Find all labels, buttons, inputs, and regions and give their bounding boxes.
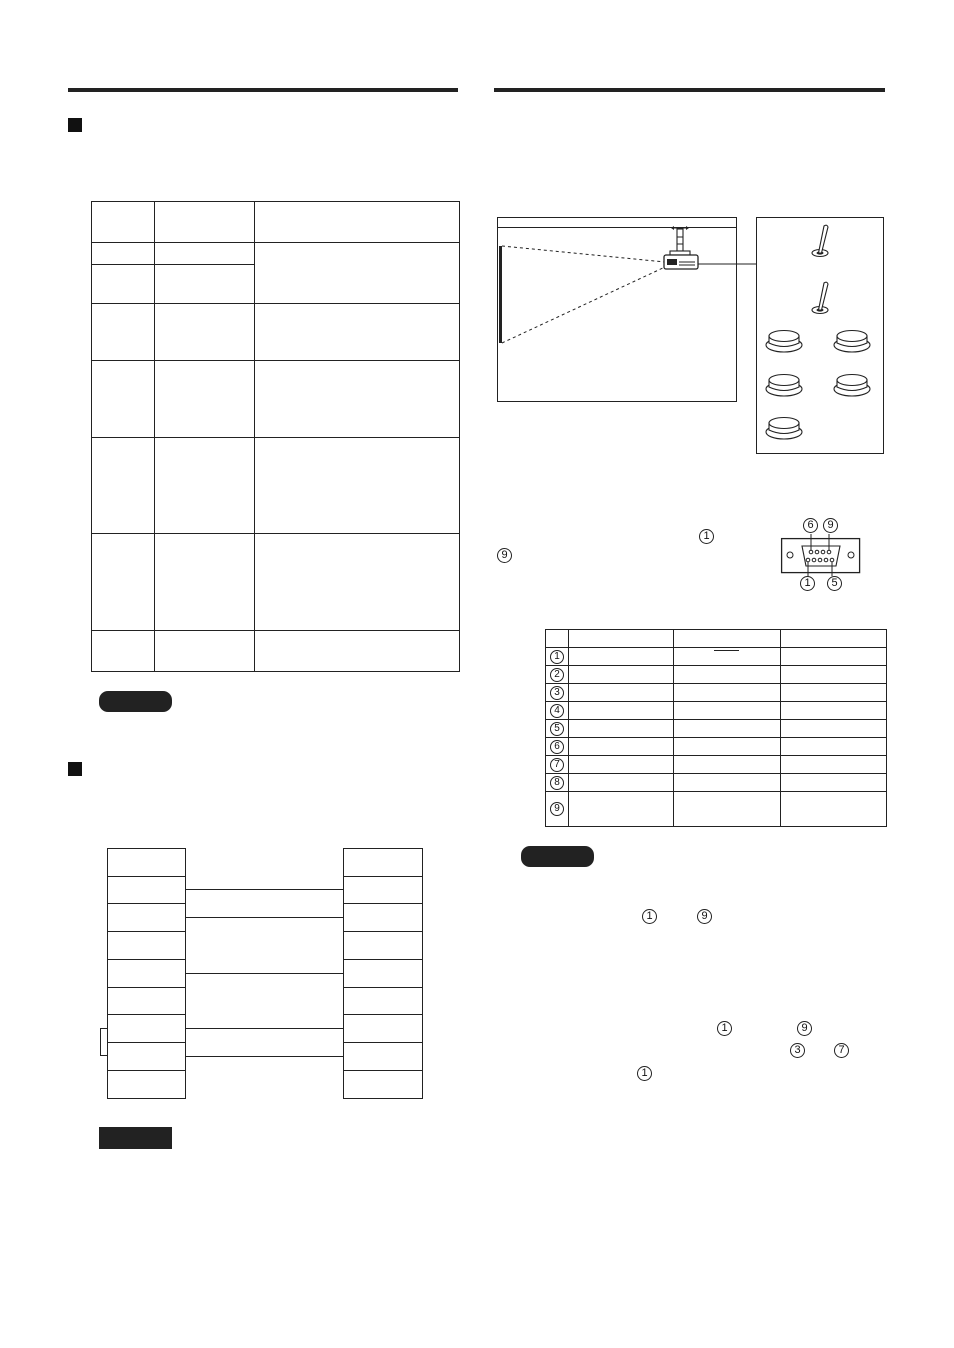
table-cell [781,738,887,756]
table-cell [781,792,887,827]
table-cell [781,684,887,702]
table-cell [546,648,569,666]
pin-number-circle: 7 [834,1043,849,1058]
table-cell [569,738,674,756]
push-button-icon [764,372,806,398]
pin-number-circle: 9 [497,548,512,563]
table-cell [569,666,674,684]
pin-number-circle: 4 [550,704,564,718]
table-cell [546,738,569,756]
table-row [546,684,887,702]
table-cell [781,756,887,774]
table-cell [674,738,781,756]
table-cell [674,774,781,792]
table-cell [546,792,569,827]
pin-number-circle: 1 [699,529,714,544]
lever-switch-icon [808,281,838,317]
pin-number-circle: 1 [550,650,564,664]
table-cell [569,756,674,774]
pin-number-circle: 3 [550,686,564,700]
table-cell [781,648,887,666]
pin-number-circle: 1 [642,909,657,924]
pin-number-circle: 5 [550,722,564,736]
pin-number-circle: 7 [550,758,564,772]
pin-number-circle: 6 [550,740,564,754]
table-cell [674,792,781,827]
table-cell [546,684,569,702]
table-row [546,666,887,684]
table-cell [781,666,887,684]
table-cell [781,720,887,738]
table-cell [781,702,887,720]
table-cell [674,684,781,702]
table-cell [674,630,781,648]
table-cell [674,756,781,774]
table-cell [569,648,674,666]
table-cell [674,666,781,684]
pin-number-circle: 1 [637,1066,652,1081]
table-row [546,702,887,720]
table-cell [546,774,569,792]
table-cell [546,702,569,720]
table-row [546,774,887,792]
table-cell [546,666,569,684]
pin-number-circle: 9 [823,518,838,533]
table-row [546,648,887,666]
pin-number-circle: 8 [550,776,564,790]
push-button-icon [764,328,806,354]
pin-assignment-table [545,629,887,827]
lever-switch-icon [808,224,838,260]
table-cell [781,774,887,792]
table-cell [569,702,674,720]
pin-number-circle: 2 [550,668,564,682]
pin-number-circle: 1 [800,576,815,591]
pin-number-circle: 9 [550,802,564,816]
pin-number-circle: 9 [797,1021,812,1036]
table-cell [674,720,781,738]
overline-mark [714,650,739,651]
table-row [546,738,887,756]
pin-number-circle: 5 [827,576,842,591]
table-cell [569,630,674,648]
table-cell [674,648,781,666]
table-cell [546,720,569,738]
push-button-icon [832,372,874,398]
table-row [546,720,887,738]
push-button-icon [764,415,806,441]
table-cell [569,684,674,702]
table-cell [569,720,674,738]
pin-number-circle: 3 [790,1043,805,1058]
pin-number-circle: 9 [697,909,712,924]
table-cell [781,630,887,648]
table-cell [546,756,569,774]
table-row [546,756,887,774]
pin-number-circle: 1 [717,1021,732,1036]
table-cell [569,792,674,827]
push-button-icon [832,328,874,354]
pin-number-circle: 6 [803,518,818,533]
table-cell [569,774,674,792]
table-row [546,792,887,827]
dsub9-connector-icon [781,538,861,574]
ceiling-projector-icon [660,225,700,273]
table-cell [546,630,569,648]
table-cell [674,702,781,720]
